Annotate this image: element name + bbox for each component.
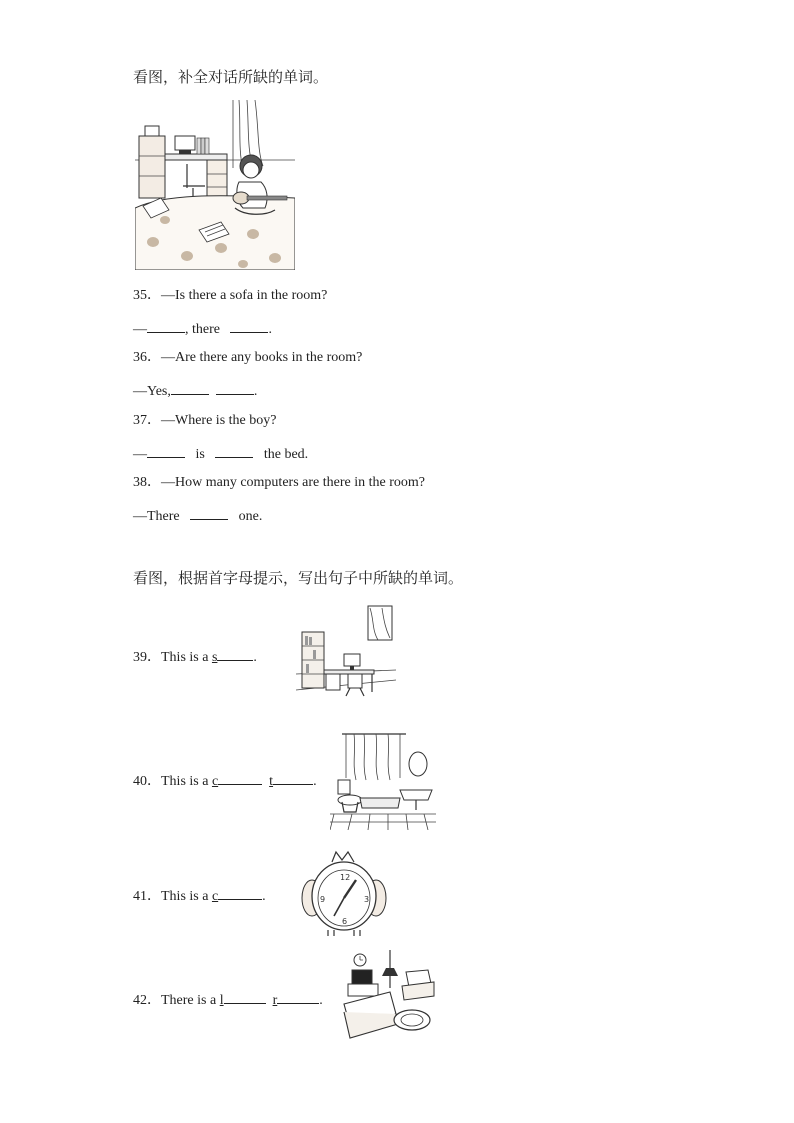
q39-end: . — [253, 650, 257, 665]
q37-question — [133, 412, 276, 430]
q37-dash: — — [133, 447, 147, 462]
q40-hint-1: c — [211, 774, 219, 789]
q36-blank-1[interactable] — [171, 380, 209, 395]
q39-number: 39． — [133, 650, 161, 665]
q38-answer-start: —There — [133, 509, 180, 524]
bathroom-illustration — [330, 728, 436, 830]
q42-hint-1: l — [219, 993, 224, 1008]
q42-blank-1[interactable] — [224, 989, 266, 1004]
q37-answer — [133, 443, 308, 464]
q38-answer-end: one. — [238, 509, 263, 524]
section1-heading: 看图，补全对话所缺的单词。 — [133, 68, 329, 86]
svg-text:3: 3 — [364, 895, 370, 904]
q37-answer-end: the bed. — [263, 447, 309, 462]
svg-text:6: 6 — [342, 917, 348, 926]
q39-blank-1[interactable] — [217, 646, 253, 661]
section2-heading: 看图，根据首字母提示，写出句子中所缺的单词。 — [133, 569, 464, 587]
q39-hint-1: s — [211, 650, 218, 665]
living-room-illustration — [340, 948, 440, 1044]
clock-illustration — [298, 850, 390, 938]
q38-answer — [133, 505, 262, 526]
q40-text: This is a — [161, 774, 212, 789]
q37-is: is — [195, 447, 205, 462]
q36-question-text: —Are there any books in the room? — [161, 350, 363, 365]
svg-text:12: 12 — [340, 873, 351, 882]
q36-answer-end: . — [253, 384, 258, 399]
q36-blank-2[interactable] — [216, 380, 254, 395]
q35-dash: — — [133, 322, 147, 337]
q41-number: 41． — [133, 889, 161, 904]
q40-blank-2[interactable] — [273, 770, 313, 785]
q35-answer-mid: , there — [185, 322, 220, 337]
q35-number: 35． — [133, 288, 161, 303]
q39-text: This is a — [161, 650, 212, 665]
q42-end: . — [319, 993, 323, 1008]
study-illustration — [296, 604, 396, 700]
q41-text: This is a — [161, 889, 212, 904]
q35-answer-end: . — [268, 322, 272, 337]
q37-blank-2[interactable] — [215, 443, 253, 458]
q35-blank-1[interactable] — [147, 318, 185, 333]
q36-answer — [133, 380, 257, 401]
q41-sentence — [133, 885, 266, 906]
q38-question-text: —How many computers are there in the room? — [161, 475, 425, 490]
q40-number: 40． — [133, 774, 161, 789]
q37-number: 37． — [133, 413, 161, 428]
q41-blank-1[interactable] — [218, 885, 262, 900]
q38-blank-1[interactable] — [190, 505, 228, 520]
q35-question-text: —Is there a sofa in the room? — [161, 288, 328, 303]
svg-text:9: 9 — [320, 895, 326, 904]
q42-text: There is a — [161, 993, 220, 1008]
q36-number: 36． — [133, 350, 161, 365]
q41-end: . — [262, 889, 266, 904]
q35-answer — [133, 318, 272, 339]
q35-blank-2[interactable] — [230, 318, 268, 333]
q40-end: . — [313, 774, 317, 789]
q40-blank-1[interactable] — [218, 770, 262, 785]
q42-hint-2: r — [272, 993, 278, 1008]
q38-number: 38． — [133, 475, 161, 490]
q42-blank-2[interactable] — [277, 989, 319, 1004]
q36-answer-start: —Yes, — [133, 384, 171, 399]
q39-sentence — [133, 646, 257, 667]
q37-blank-1[interactable] — [147, 443, 185, 458]
q35-question — [133, 287, 327, 305]
q41-hint-1: c — [211, 889, 219, 904]
q40-hint-2: t — [269, 774, 274, 789]
bedroom-illustration — [135, 98, 295, 270]
q37-question-text: —Where is the boy? — [161, 413, 277, 428]
q40-sentence — [133, 770, 317, 791]
q42-sentence — [133, 989, 323, 1010]
q36-question — [133, 349, 362, 367]
q38-question — [133, 474, 425, 492]
q42-number: 42． — [133, 993, 161, 1008]
